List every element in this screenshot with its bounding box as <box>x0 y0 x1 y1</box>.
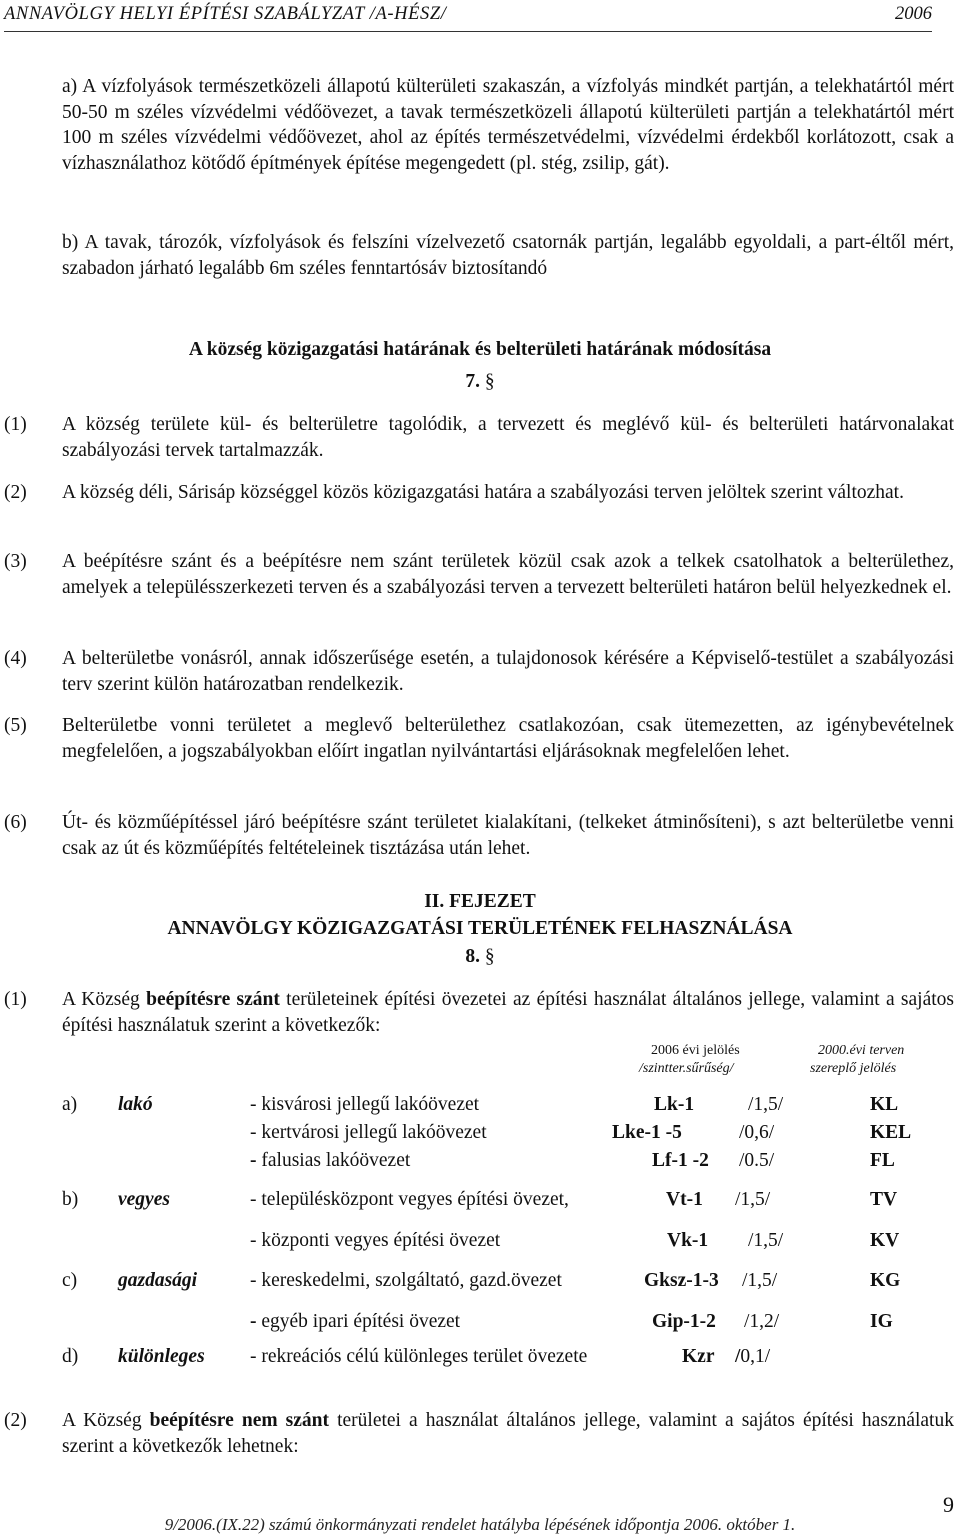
item-text: Belterületbe vonni területet a meglevő belterülethez csatlakozóan, csak ütemezetten, az igénybevételnek megfelelően, a jogszabályokban előírt ingatlan nyilvántartási eljárásoknak megfelelően lehet. <box>62 715 954 762</box>
page-number: 9 <box>943 1492 954 1517</box>
zone-name: gazdasági <box>118 1270 198 1291</box>
zone-name: különleges <box>118 1346 205 1367</box>
zone-old: KV <box>870 1230 900 1251</box>
table-head-old-mark: szereplő jelölés <box>810 1061 897 1076</box>
item-number: (4) <box>4 648 27 669</box>
zone-ratio: /1,5/ <box>735 1189 771 1210</box>
zone-ratio: /1,5/ <box>748 1094 784 1115</box>
zone-code: Vk-1 <box>667 1230 709 1251</box>
table-head-2000: 2000.évi terven <box>818 1043 905 1058</box>
zone-code: Gip-1-2 <box>652 1311 716 1332</box>
table-head-density: /szintter.sűrűség/ <box>639 1061 734 1076</box>
zone-code: Lke-1 -5 <box>612 1122 682 1143</box>
item-number: (6) <box>4 812 27 833</box>
item-number: (1) <box>4 989 27 1010</box>
zone-letter: d) <box>62 1346 79 1367</box>
header-rule <box>4 31 932 32</box>
zone-code: Kzr <box>682 1346 715 1367</box>
section-number: 7. <box>465 371 480 392</box>
zone-name: vegyes <box>118 1189 170 1210</box>
page-footer <box>0 1508 960 1538</box>
zone-old: KG <box>870 1270 901 1291</box>
page-header <box>4 4 932 30</box>
item-text: A belterületbe vonásról, annak időszerűsége esetén, a tulajdonosok kérésére a Képviselő-testület a szabályozási terv szerint külön határozatban rendelkezik. <box>62 648 954 695</box>
zone-code: Vt-1 <box>666 1189 703 1210</box>
zone-ratio: /0,6/ <box>739 1122 775 1143</box>
section-7-title: A község közigazgatási határának és belterületi határának módosítása <box>188 339 772 360</box>
zone-desc: - településközpont vegyes építési övezet, <box>250 1189 569 1210</box>
item-number: (5) <box>4 715 27 736</box>
zone-code: Gksz-1-3 <box>644 1270 719 1291</box>
zone-code: Lk-1 <box>654 1094 695 1115</box>
zone-desc: - központi vegyes építési övezet <box>250 1230 501 1251</box>
header-title: ANNAVÖLGY HELYI ÉPÍTÉSI SZABÁLYZAT /A-HÉSZ/ <box>4 4 447 24</box>
item-number: (2) <box>4 1410 27 1431</box>
zone-desc: - falusias lakóövezet <box>250 1150 411 1171</box>
item-number: (2) <box>4 482 27 503</box>
zone-code: Lf-1 -2 <box>652 1150 709 1171</box>
zone-old: KEL <box>870 1122 912 1143</box>
table-head-2006: 2006 évi jelölés <box>651 1043 740 1058</box>
item-text: A Község beépítésre szánt területeinek építési övezetei az építési használat általános jellege, valamint a sajátos építési használatuk szerint a következők: <box>62 989 954 1036</box>
chapter-title: ANNAVÖLGY KÖZIGAZGATÁSI TERÜLETÉNEK FELHASZNÁLÁSA <box>167 918 793 939</box>
item-text: Út- és közműépítéssel járó beépítésre szánt területet kialakítani, (telkeket átminősíteni), s azt belterületbe venni csak az út és közműépítés feltételeinek tisztázása után lehet. <box>62 812 954 859</box>
zone-desc: - kisvárosi jellegű lakóövezet <box>250 1094 480 1115</box>
section-number: 8. <box>465 946 480 967</box>
zone-ratio: /0.5/ <box>739 1150 775 1171</box>
zone-letter: c) <box>62 1270 78 1291</box>
zone-ratio: /1,5/ <box>742 1270 778 1291</box>
zone-ratio: /1,5/ <box>748 1230 784 1251</box>
zone-old: TV <box>870 1189 898 1210</box>
chapter-label: II. FEJEZET <box>424 891 536 912</box>
paragraph-a: a) A vízfolyások természetközeli állapotú külterületi szakaszán, a vízfolyás mindkét partján, a telekhatártól mért 50-50 m széles vízvédelmi védőövezet, a tavak természetközeli állapotú külterületi partján a telekhatártól mért 100 m széles vízvédelmi védőövezet, ahol az építés természetvédelmi, vízvédelmi érdekből korlátozott, csak a vízhasználathoz kötődő építmények építése megengedett (pl. stég, zsilip, gát). <box>62 76 954 174</box>
item-number: (3) <box>4 551 27 572</box>
emphasis: beépítésre szánt <box>146 989 280 1010</box>
zone-letter: b) <box>62 1189 79 1210</box>
zone-ratio: /0,1/ <box>735 1346 771 1367</box>
zone-desc: - egyéb ipari építési övezet <box>250 1311 461 1332</box>
emphasis: beépítésre nem szánt <box>149 1410 330 1431</box>
zone-letter: a) <box>62 1094 78 1115</box>
zone-ratio: /1,2/ <box>744 1311 780 1332</box>
zone-name: lakó <box>118 1094 153 1115</box>
section-8-number <box>0 944 960 970</box>
section-7-number <box>0 369 960 395</box>
zone-desc: - kereskedelmi, szolgáltató, gazd.övezet <box>250 1270 562 1291</box>
zone-old: IG <box>870 1311 893 1332</box>
zone-old: FL <box>870 1150 895 1171</box>
item-text: A beépítésre szánt és a beépítésre nem szánt területek közül csak azok a telkek csatolhatok a belterülethez, amelyek a településszerkezeti terven és a szabályozási terven a tervezett belterületi határon belül helyezkednek el. <box>62 551 954 598</box>
zone-old: KL <box>870 1094 899 1115</box>
paragraph-sign: § <box>484 371 495 392</box>
paragraph-sign: § <box>484 946 495 967</box>
footer-text: 9/2006.(IX.22) számú önkormányzati rendelet hatályba lépésének időpontja 2006. október 1. <box>164 1515 796 1534</box>
zone-desc: - kertvárosi jellegű lakóövezet <box>250 1122 487 1143</box>
zone-desc: - rekreációs célú különleges terület övezete <box>250 1346 588 1367</box>
item-text: A Község beépítésre nem szánt területei a használat általános jellege, valamint a sajátos építési használatuk szerint a következők lehetnek: <box>62 1410 954 1457</box>
item-text: A község területe kül- és belterületre tagolódik, a tervezett és meglévő kül- és belterületi határvonalakat szabályozási tervek tartalmazzák. <box>62 414 954 461</box>
header-year: 2006 <box>895 4 932 24</box>
item-number: (1) <box>4 414 27 435</box>
paragraph-b: b) A tavak, tározók, vízfolyások és felszíni vízelvezető csatornák partján, legalább egyoldali, a part-éltől mért, szabadon járható legalább 6m széles fenntartósáv biztosítandó <box>62 232 954 279</box>
item-text: A község déli, Sárisáp községgel közös közigazgatási határa a szabályozási terven jelöltek szerint változhat. <box>62 482 904 503</box>
